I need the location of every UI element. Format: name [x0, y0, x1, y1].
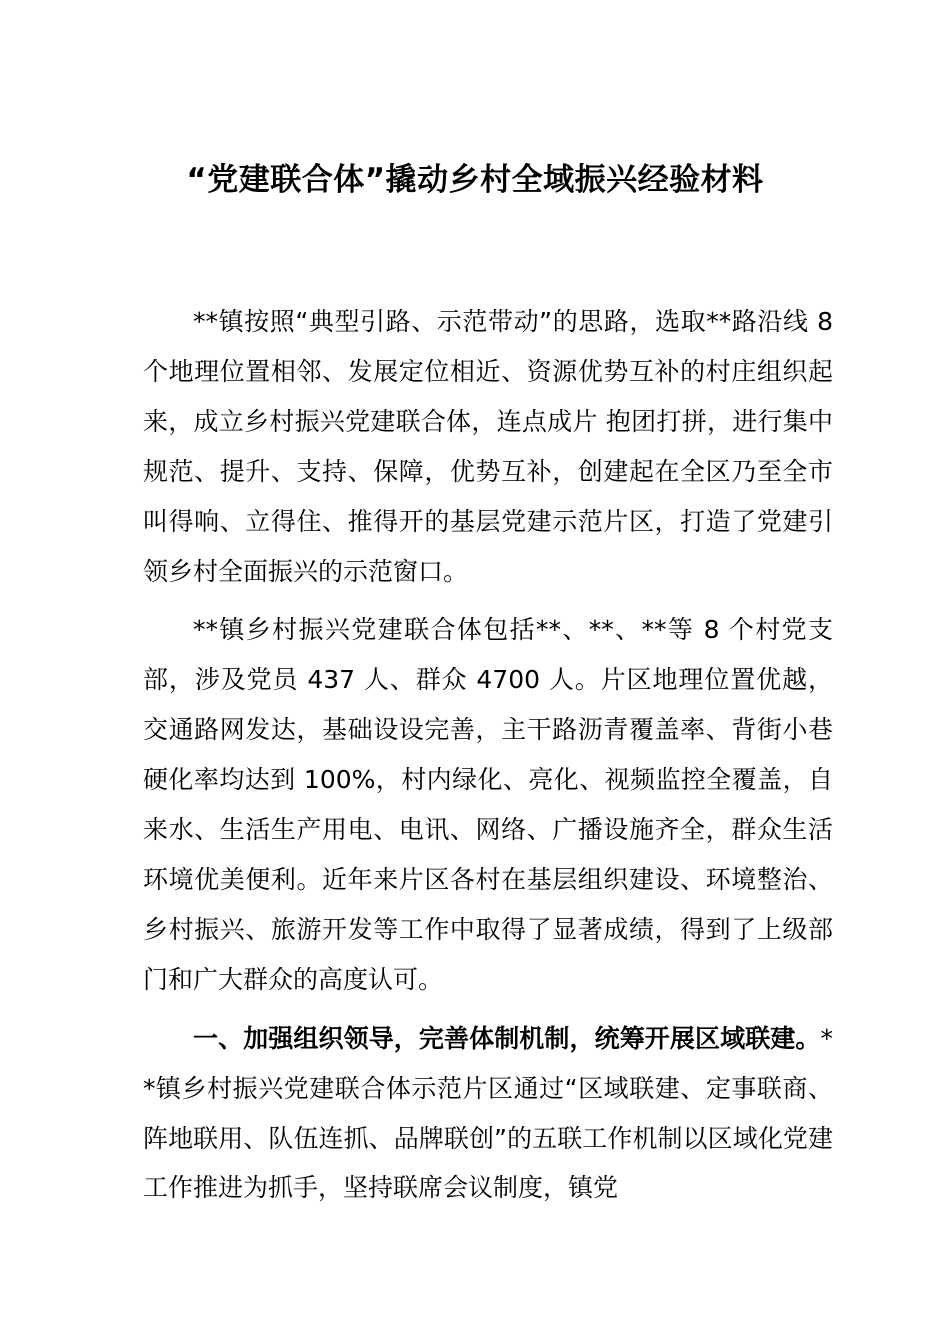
paragraph-intro: **镇按照“典型引路、示范带动”的思路，选取**路沿线 8 个地理位置相邻、发展定位相近、资源优势互补的村庄组织起来，成立乡村振兴党建联合体，连点成片 抱团打拼，进行集中规范、提升、支持、保障，优势互补，创建起在全区乃至全市叫得响、立得住、推得开的基层党建示范片区，打造了党建引领乡村全面振兴的示范窗口。 [143, 307, 833, 586]
document-body [143, 297, 833, 1222]
section-one-heading: 一、加强组织领导，完善体制机制，统筹开展区域联建。 [193, 1023, 821, 1053]
document-title: “党建联合体”撬动乡村全域振兴经验材料 [186, 162, 764, 198]
paragraph-overview: **镇乡村振兴党建联合体包括**、**、**等 8 个村党支部，涉及党员 437 人、群众 4700 人。片区地理位置优越，交通路网发达，基础设设完善，主干路沥青覆盖率、背街小巷硬化率均达到 100%，村内绿化、亮化、视频监控全覆盖，自来水、生活生产用电、电讯、网络、广播设施齐全，群众生活环境优美便利。近年来片区各村在基层组织建设、环境整治、乡村振兴、旅游开发等工作中取得了显著成绩，得到了上级部门和广大群众的高度认可。 [143, 615, 833, 994]
paragraph-section-one [143, 1014, 833, 1214]
section-one-text: **镇乡村振兴党建联合体示范片区通过“区域联建、定事联商、阵地联用、队伍连抓、品牌联创”的五联工作机制以区域化党建工作推进为抓手，坚持联席会议制度，镇党 [143, 1023, 833, 1203]
